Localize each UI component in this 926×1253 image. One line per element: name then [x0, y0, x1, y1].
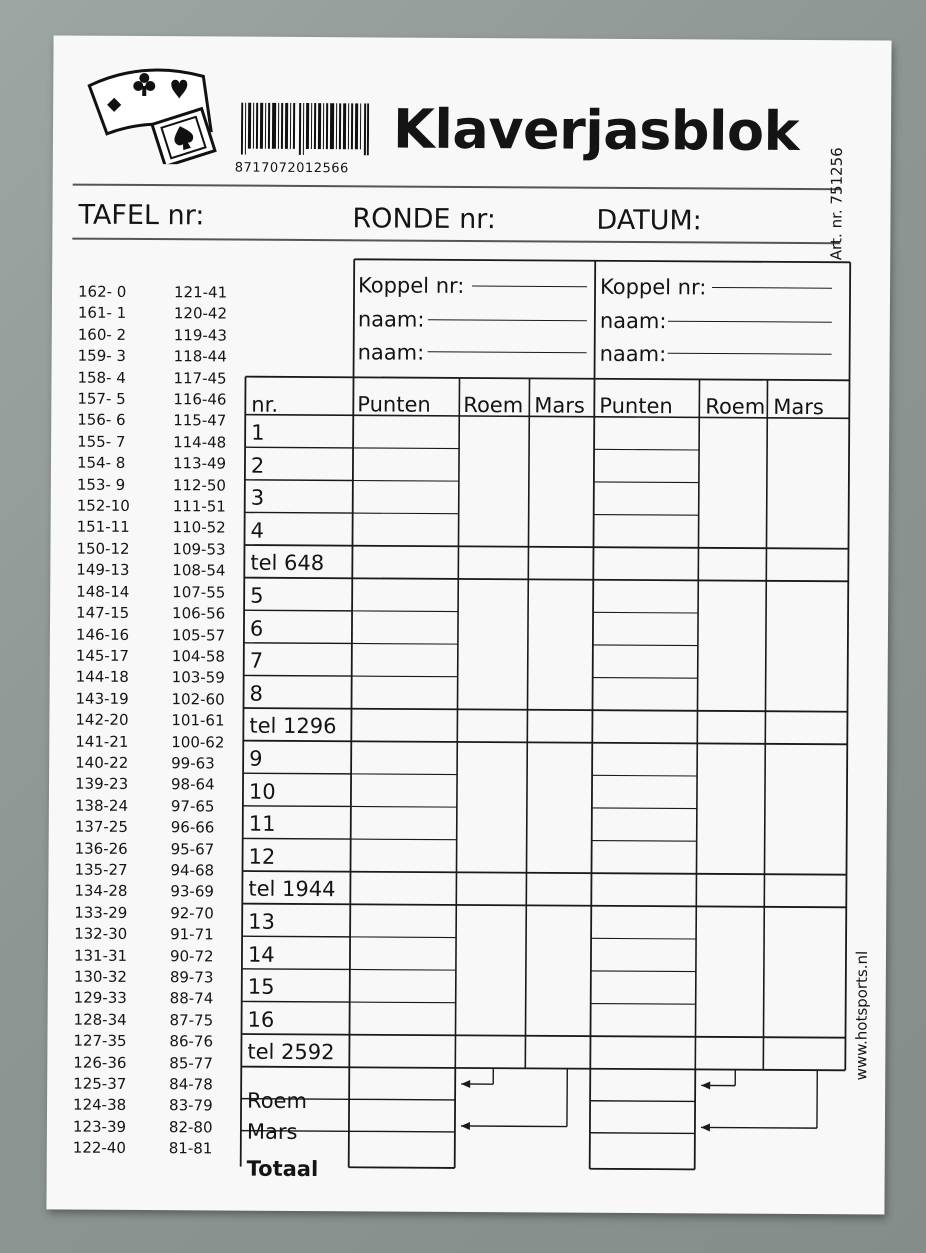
subtotal-row-line	[243, 708, 847, 712]
conversion-right-value: 105-57	[171, 625, 226, 645]
roem-row-label: Roem	[247, 1088, 308, 1114]
nr-left-line	[241, 377, 246, 1167]
conversion-left-value: 157- 5	[77, 389, 126, 408]
punten-1-row-line	[351, 839, 457, 840]
punten-1-row-line	[350, 937, 456, 938]
conversion-right-value: 113-49	[172, 454, 227, 473]
punten-2-row-line	[592, 808, 697, 809]
arrow-left-icon	[461, 1122, 470, 1130]
total-1-left	[349, 1067, 350, 1167]
conversion-left-value: 155- 7	[77, 432, 126, 451]
subtotal-row-label: tel 1296	[249, 714, 337, 739]
punten-2-row-line	[594, 515, 699, 516]
punten-2-row-line	[593, 612, 698, 613]
conversion-right-value: 94-68	[170, 861, 215, 880]
punten-2-row-line	[592, 775, 697, 776]
conversion-right-value: 96-66	[170, 818, 215, 837]
punten-1-left-line	[349, 259, 354, 1067]
conversion-right-value: 100-62	[171, 732, 225, 752]
couple-2-name-2-label: naam:	[599, 341, 667, 367]
mars-2-arrow-shaft	[701, 1127, 817, 1128]
punten-1-row-line	[350, 969, 456, 970]
website-url: www.hotsports.nl	[852, 950, 872, 1081]
mars-1-left-line	[525, 378, 529, 1068]
row-line	[242, 969, 350, 970]
arrow-left-icon	[701, 1081, 710, 1089]
datum-label: DATUM:	[596, 204, 702, 237]
total-1-line	[349, 1099, 455, 1100]
game-row-label: 8	[249, 681, 264, 706]
conversion-right-value: 103-59	[171, 668, 225, 687]
game-row-label: 4	[250, 518, 265, 543]
mars-2-left-line	[763, 380, 767, 1070]
total-1-right	[455, 1068, 456, 1168]
subtotal-row-line	[241, 1067, 845, 1071]
name-fill-line	[668, 321, 832, 322]
conversion-left-value: 143-19	[75, 689, 129, 708]
conversion-right-value: 117-45	[173, 368, 227, 388]
punten-1-row-line	[352, 611, 458, 612]
column-header-mars-1: Mars	[534, 393, 585, 418]
punten-2-row-line	[594, 449, 699, 450]
conversion-left-value: 127-35	[73, 1031, 127, 1051]
conversion-right-value: 87-75	[169, 1010, 214, 1030]
column-header-mars-2: Mars	[773, 394, 824, 420]
couple-box-top	[354, 259, 850, 262]
row-line	[244, 610, 352, 611]
column-header-top	[246, 377, 850, 381]
row-line	[242, 936, 350, 937]
row-line	[244, 643, 352, 644]
conversion-right-value: 88-74	[169, 989, 214, 1008]
conversion-right-value: 97-65	[170, 796, 215, 816]
conversion-left-value: 130-32	[73, 967, 128, 986]
total-1-line	[349, 1131, 455, 1132]
conversion-right-value: 83-79	[169, 1096, 213, 1115]
conversion-left-value: 126-36	[73, 1053, 127, 1072]
punten-2-row-line	[594, 482, 699, 483]
punten-1-row-line	[353, 480, 459, 481]
conversion-right-value: 91-71	[170, 925, 214, 944]
conversion-left-value: 138-24	[74, 796, 129, 815]
row-line	[243, 838, 351, 839]
conversion-right-value: 81-81	[168, 1139, 213, 1158]
conversion-left-value: 129-33	[73, 988, 127, 1008]
conversion-left-value: 128-34	[73, 1010, 127, 1029]
conversion-right-value: 106-56	[172, 604, 226, 623]
name-fill-line	[472, 286, 587, 287]
subtotal-row-line	[242, 904, 846, 908]
conversion-left-value: 133-29	[74, 903, 128, 922]
conversion-right-value: 109-53	[172, 540, 226, 559]
conversion-left-value: 147-15	[76, 603, 130, 623]
punten-2-row-line	[591, 938, 696, 939]
couple-2-number-label: Koppel nr:	[599, 274, 707, 300]
conversion-left-value: 144-18	[75, 667, 129, 687]
game-row-label: 3	[250, 485, 265, 510]
couple-1-number-label: Koppel nr:	[357, 273, 465, 298]
total-2-right	[695, 1069, 696, 1169]
punten-1-row-line	[350, 1002, 456, 1003]
conversion-left-value: 145-17	[75, 646, 130, 665]
column-header-punten-1: Punten	[357, 392, 431, 417]
punten-2-left-line	[590, 261, 595, 1069]
conversion-left-value: 156- 6	[77, 411, 126, 430]
totaal-1-line	[349, 1167, 455, 1168]
subtotal-row-label: tel 648	[250, 551, 325, 576]
conversion-left-value: 123-39	[72, 1117, 127, 1136]
game-row-label: 7	[249, 648, 264, 673]
conversion-right-value: 118-44	[173, 347, 227, 366]
row-line	[244, 675, 352, 676]
conversion-left-value: 135-27	[74, 860, 128, 879]
conversion-right-value: 82-80	[168, 1118, 213, 1137]
conversion-left-value: 134-28	[74, 881, 128, 901]
row-line	[243, 806, 351, 807]
punten-1-row-line	[353, 448, 459, 449]
mars-1-arrow-shaft	[461, 1126, 567, 1127]
couple-1-name-1-label: naam:	[357, 307, 425, 332]
conversion-right-value: 95-67	[170, 839, 215, 859]
arrow-left-icon	[461, 1080, 470, 1088]
score-pad-sheet	[46, 35, 891, 1214]
conversion-right-value: 120-42	[173, 304, 228, 323]
conversion-right-value: 107-55	[172, 582, 226, 602]
punten-1-row-line	[353, 513, 459, 514]
game-row-label: 11	[248, 811, 276, 837]
conversion-right-value: 93-69	[170, 882, 215, 901]
total-2-line	[590, 1101, 695, 1102]
name-fill-line	[428, 320, 587, 321]
conversion-right-value: 114-48	[173, 433, 227, 452]
article-number: Art. nr. 751256	[827, 147, 846, 261]
name-fill-line	[712, 287, 832, 288]
conversion-left-value: 152-10	[76, 496, 130, 515]
ronde-label: RONDE nr:	[352, 203, 497, 236]
conversion-right-value: 112-50	[172, 475, 227, 495]
game-row-label: 16	[247, 1007, 275, 1032]
game-row-label: 14	[247, 942, 275, 967]
conversion-right-value: 115-47	[173, 411, 227, 430]
conversion-left-value: 146-16	[75, 625, 130, 644]
punten-1-row-line	[351, 806, 457, 807]
conversion-right-value: 102-60	[171, 689, 225, 709]
grid-right-line	[845, 262, 850, 1070]
punten-2-row-line	[591, 971, 696, 972]
conversion-right-value: 101-61	[171, 711, 225, 730]
column-header-roem-1: Roem	[463, 392, 524, 418]
name-fill-line	[668, 353, 832, 354]
conversion-left-value: 161- 1	[77, 304, 127, 323]
punten-2-row-line	[591, 1004, 696, 1005]
row-line	[243, 773, 351, 774]
conversion-right-value: 110-52	[172, 518, 226, 537]
conversion-left-value: 162- 0	[77, 282, 127, 301]
conversion-right-value: 99-63	[171, 754, 215, 773]
subtotal-row-line	[242, 871, 846, 875]
totaal-2-line	[590, 1169, 695, 1170]
total-2-left	[590, 1069, 591, 1169]
game-row-label: 9	[249, 746, 263, 771]
conversion-left-value: 148-14	[76, 582, 130, 601]
conversion-left-value: 151-11	[76, 518, 130, 537]
punten-2-row-line	[593, 678, 698, 679]
conversion-right-value: 85-77	[169, 1053, 213, 1073]
totaal-row-label: Totaal	[246, 1156, 319, 1182]
conversion-right-value: 108-54	[172, 561, 226, 580]
conversion-right-value: 121-41	[173, 283, 228, 302]
score-grid	[46, 35, 891, 1214]
conversion-right-value: 98-64	[170, 775, 215, 794]
barcode-number: 8717072012566	[234, 160, 349, 177]
punten-2-row-line	[593, 645, 698, 646]
conversion-right-value: 111-51	[172, 497, 226, 516]
punten-1-row-line	[352, 676, 458, 677]
conversion-left-value: 137-25	[74, 817, 128, 837]
row-line	[245, 512, 353, 513]
conversion-right-value: 84-78	[169, 1075, 213, 1094]
conversion-left-value: 141-21	[75, 732, 129, 751]
game-row-label: 15	[247, 974, 275, 1000]
subtotal-row-label: tel 1944	[248, 877, 336, 902]
conversion-right-value: 86-76	[169, 1032, 214, 1051]
punten-1-row-line	[352, 643, 458, 644]
game-row-label: 12	[248, 844, 276, 869]
conversion-left-value: 160- 2	[77, 325, 127, 344]
name-fill-line	[428, 352, 587, 353]
punten-2-row-line	[592, 841, 697, 842]
conversion-left-value: 140-22	[75, 753, 129, 772]
conversion-left-value: 122-40	[72, 1138, 126, 1158]
game-row-label: 2	[250, 453, 265, 478]
conversion-left-value: 158- 4	[77, 368, 126, 387]
conversion-left-value: 149-13	[76, 560, 130, 580]
conversion-right-value: 89-73	[169, 968, 214, 987]
row-line	[242, 1001, 350, 1002]
game-row-label: 6	[249, 616, 264, 641]
conversion-right-value: 119-43	[173, 326, 227, 345]
total-2-line	[590, 1133, 695, 1134]
arrow-left-icon	[701, 1123, 710, 1131]
conversion-right-value: 92-70	[170, 903, 214, 923]
conversion-left-value: 131-31	[73, 946, 128, 965]
mars-row-label: Mars	[246, 1119, 298, 1144]
conversion-left-value: 153- 9	[76, 475, 126, 494]
conversion-right-value: 116-46	[173, 390, 227, 409]
conversion-left-value: 136-26	[74, 839, 128, 858]
conversion-right-value: 90-72	[169, 946, 214, 966]
conversion-left-value: 139-23	[74, 774, 129, 794]
conversion-left-value: 150-12	[76, 539, 130, 558]
subtotal-row-line	[241, 1034, 845, 1038]
subtotal-row-line	[244, 545, 848, 549]
game-row-label: 1	[251, 420, 265, 445]
punten-1-row-line	[351, 774, 457, 775]
row-line	[245, 447, 353, 448]
game-row-label: 5	[250, 583, 264, 608]
couple-1-name-2-label: naam:	[357, 340, 425, 365]
game-row-label: 10	[248, 779, 276, 804]
conversion-right-value: 104-58	[171, 647, 225, 666]
row-line	[245, 480, 353, 481]
subtotal-row-line	[244, 578, 848, 582]
subtotal-row-label: tel 2592	[247, 1040, 335, 1065]
conversion-left-value: 124-38	[73, 1096, 127, 1115]
subtotal-row-line	[243, 741, 847, 745]
conversion-left-value: 159- 3	[77, 346, 127, 366]
column-header-roem-2: Roem	[705, 394, 766, 419]
page-title: Klaverjasblok	[392, 97, 800, 164]
conversion-left-value: 132-30	[74, 924, 128, 944]
conversion-left-value: 142-20	[75, 710, 129, 730]
game-row-label: 13	[248, 909, 275, 934]
conversion-left-value: 125-37	[73, 1074, 127, 1093]
column-header-nr: nr.	[251, 392, 279, 417]
column-header-punten-2: Punten	[599, 393, 673, 419]
tafel-label: TAFEL nr:	[78, 199, 205, 232]
couple-2-name-1-label: naam:	[599, 308, 667, 334]
conversion-left-value: 154- 8	[76, 453, 126, 473]
